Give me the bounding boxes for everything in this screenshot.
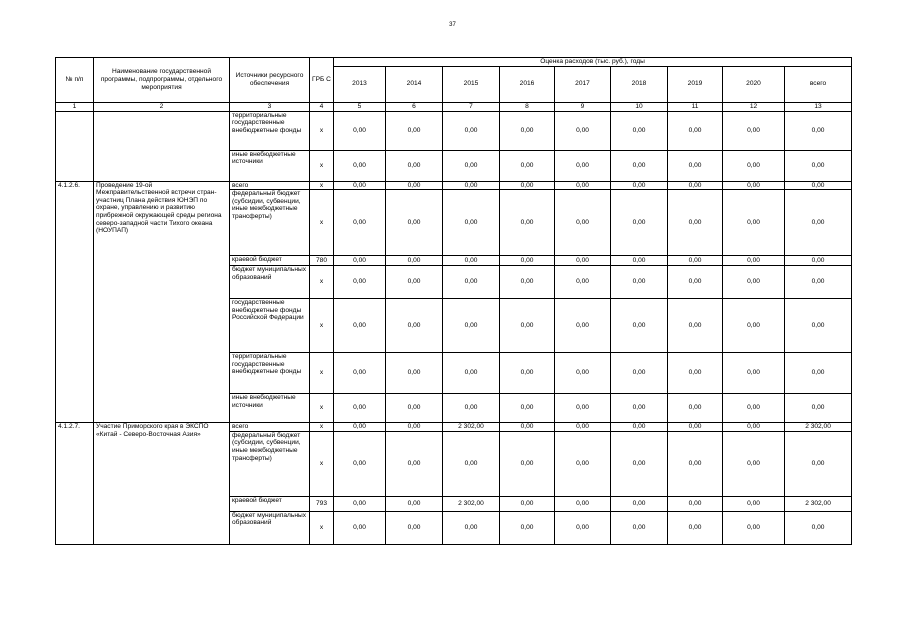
amount-cell: 0,00 [334,150,386,181]
amount-cell: 0,00 [386,299,443,353]
amount-cell: 0,00 [386,111,443,150]
table-row [56,423,852,432]
amount-cell: 0,00 [500,111,555,150]
amount-cell: 0,00 [334,181,386,190]
amount-cell: 0,00 [785,511,852,544]
column-index: 6 [386,102,443,111]
header-sources: Источники ресурсного обеспечения [230,58,310,103]
header-year: 2013 [334,66,386,102]
funding-source: краевой бюджет [230,256,310,266]
amount-cell: 0,00 [785,150,852,181]
amount-cell: 0,00 [443,394,500,423]
amount-cell: 0,00 [500,394,555,423]
grbs-code: x [310,181,334,190]
amount-cell: 0,00 [555,353,611,394]
header-year: всего [785,66,852,102]
amount-cell: 0,00 [611,394,668,423]
amount-cell: 0,00 [334,266,386,299]
grbs-code: x [310,150,334,181]
amount-cell: 0,00 [668,299,723,353]
amount-cell: 0,00 [386,190,443,256]
amount-cell: 0,00 [443,150,500,181]
amount-cell: 0,00 [723,431,785,496]
amount-cell: 0,00 [555,423,611,432]
funding-source: государственные внебюджетные фонды Российской Федерации [230,299,310,353]
item-code: 4.1.2.7. [56,423,94,545]
amount-cell: 0,00 [723,266,785,299]
amount-cell: 2 302,00 [785,423,852,432]
amount-cell: 0,00 [334,496,386,511]
amount-cell: 0,00 [611,423,668,432]
funding-source: всего [230,423,310,432]
header-year: 2014 [386,66,443,102]
amount-cell: 0,00 [386,394,443,423]
amount-cell: 0,00 [386,353,443,394]
amount-cell: 0,00 [555,496,611,511]
amount-cell: 0,00 [555,511,611,544]
amount-cell: 0,00 [555,181,611,190]
grbs-code: x [310,111,334,150]
amount-cell: 0,00 [443,256,500,266]
column-index: 11 [668,102,723,111]
item-code [56,111,94,181]
amount-cell: 0,00 [386,256,443,266]
amount-cell: 0,00 [785,353,852,394]
amount-cell: 0,00 [723,394,785,423]
amount-cell: 0,00 [668,496,723,511]
amount-cell: 0,00 [386,423,443,432]
item-name: Участие Приморского края в ЭКСПО «Китай - Северо-Восточная Азия» [94,423,230,545]
grbs-code: 793 [310,496,334,511]
funding-source: бюджет муниципальных образований [230,511,310,544]
amount-cell: 0,00 [668,394,723,423]
header-estimate: Оценка расходов (тыс. руб.), годы [334,58,852,67]
amount-cell: 0,00 [785,190,852,256]
amount-cell: 0,00 [611,496,668,511]
amount-cell: 0,00 [443,299,500,353]
column-index: 5 [334,102,386,111]
amount-cell: 0,00 [723,181,785,190]
amount-cell: 0,00 [785,266,852,299]
grbs-code: x [310,511,334,544]
amount-cell: 0,00 [611,299,668,353]
amount-cell: 0,00 [386,511,443,544]
funding-source: иные внебюджетные источники [230,150,310,181]
amount-cell: 0,00 [500,190,555,256]
item-name [94,111,230,181]
amount-cell: 0,00 [723,511,785,544]
header-year: 2017 [555,66,611,102]
amount-cell: 0,00 [443,511,500,544]
amount-cell: 0,00 [785,299,852,353]
amount-cell: 0,00 [443,190,500,256]
grbs-code: x [310,423,334,432]
amount-cell: 0,00 [500,431,555,496]
amount-cell: 2 302,00 [443,423,500,432]
amount-cell: 0,00 [785,256,852,266]
amount-cell: 0,00 [611,256,668,266]
amount-cell: 0,00 [500,423,555,432]
budget-table [55,57,852,545]
column-index: 10 [611,102,668,111]
amount-cell: 0,00 [611,150,668,181]
amount-cell: 0,00 [555,150,611,181]
header-grbs: ГРБ С [310,58,334,103]
amount-cell: 0,00 [668,423,723,432]
amount-cell: 0,00 [334,431,386,496]
funding-source: федеральный бюджет (субсидии, субвенции, иные межбюджетные трансферты) [230,190,310,256]
column-index: 7 [443,102,500,111]
amount-cell: 0,00 [723,496,785,511]
header-year: 2018 [611,66,668,102]
column-index: 2 [94,102,230,111]
amount-cell: 0,00 [555,256,611,266]
amount-cell: 0,00 [386,150,443,181]
amount-cell: 0,00 [723,353,785,394]
amount-cell: 0,00 [443,266,500,299]
header-name: Наименование государственной программы, подпрограммы, отдельного мероприятия [94,58,230,103]
amount-cell: 0,00 [386,266,443,299]
amount-cell: 0,00 [334,111,386,150]
amount-cell: 0,00 [785,431,852,496]
funding-source: территориальные государственные внебюджетные фонды [230,111,310,150]
amount-cell: 0,00 [443,353,500,394]
header-year: 2015 [443,66,500,102]
column-index: 1 [56,102,94,111]
amount-cell: 0,00 [611,181,668,190]
amount-cell: 0,00 [785,181,852,190]
amount-cell: 0,00 [500,256,555,266]
item-code: 4.1.2.6. [56,181,94,423]
funding-source: всего [230,181,310,190]
amount-cell: 0,00 [723,423,785,432]
amount-cell: 0,00 [500,511,555,544]
amount-cell: 0,00 [555,190,611,256]
header-year: 2019 [668,66,723,102]
funding-source: иные внебюджетные источники [230,394,310,423]
amount-cell: 0,00 [611,111,668,150]
funding-source: бюджет муниципальных образований [230,266,310,299]
funding-source: федеральный бюджет (субсидии, субвенции, иные межбюджетные трансферты) [230,431,310,496]
amount-cell: 0,00 [611,511,668,544]
grbs-code: x [310,431,334,496]
column-index: 4 [310,102,334,111]
header-num: № п/п [56,58,94,103]
amount-cell: 0,00 [668,431,723,496]
amount-cell: 0,00 [386,181,443,190]
column-index: 8 [500,102,555,111]
table-row [56,111,852,150]
amount-cell: 0,00 [785,111,852,150]
page-number: 37 [449,22,456,28]
grbs-code: x [310,190,334,256]
amount-cell: 0,00 [668,181,723,190]
table-row [56,181,852,190]
amount-cell: 0,00 [611,266,668,299]
header-year: 2016 [500,66,555,102]
amount-cell: 0,00 [334,353,386,394]
amount-cell: 0,00 [334,423,386,432]
amount-cell: 0,00 [443,181,500,190]
amount-cell: 0,00 [611,431,668,496]
amount-cell: 0,00 [443,111,500,150]
grbs-code: x [310,353,334,394]
grbs-code: x [310,266,334,299]
amount-cell: 0,00 [555,431,611,496]
amount-cell: 0,00 [334,299,386,353]
column-index: 13 [785,102,852,111]
funding-source: территориальные государственные внебюджетные фонды [230,353,310,394]
amount-cell: 2 302,00 [785,496,852,511]
amount-cell: 0,00 [668,190,723,256]
header-year: 2020 [723,66,785,102]
amount-cell: 0,00 [668,150,723,181]
amount-cell: 0,00 [785,394,852,423]
amount-cell: 0,00 [668,511,723,544]
amount-cell: 0,00 [668,266,723,299]
item-name: Проведение 19-ой Межправительственной встречи стран-участниц Плана действия ЮНЭП по охране, управлению и развитию прибрежной окружающей среды региона северо-западной части Тихого океана (НОУПАП) [94,181,230,423]
amount-cell: 0,00 [668,256,723,266]
amount-cell: 0,00 [723,190,785,256]
amount-cell: 0,00 [555,394,611,423]
amount-cell: 0,00 [386,431,443,496]
grbs-code: x [310,394,334,423]
amount-cell: 0,00 [668,353,723,394]
amount-cell: 0,00 [500,181,555,190]
amount-cell: 0,00 [334,190,386,256]
amount-cell: 0,00 [386,496,443,511]
amount-cell: 0,00 [555,266,611,299]
amount-cell: 0,00 [723,299,785,353]
amount-cell: 0,00 [500,353,555,394]
amount-cell: 0,00 [555,299,611,353]
amount-cell: 0,00 [723,256,785,266]
column-index: 12 [723,102,785,111]
grbs-code: x [310,299,334,353]
amount-cell: 0,00 [500,496,555,511]
amount-cell: 0,00 [500,266,555,299]
grbs-code: 780 [310,256,334,266]
amount-cell: 0,00 [668,111,723,150]
amount-cell: 0,00 [723,150,785,181]
amount-cell: 2 302,00 [443,496,500,511]
amount-cell: 0,00 [334,511,386,544]
amount-cell: 0,00 [555,111,611,150]
amount-cell: 0,00 [500,150,555,181]
amount-cell: 0,00 [334,394,386,423]
amount-cell: 0,00 [443,431,500,496]
amount-cell: 0,00 [334,256,386,266]
amount-cell: 0,00 [611,190,668,256]
column-index: 9 [555,102,611,111]
funding-source: краевой бюджет [230,496,310,511]
column-index: 3 [230,102,310,111]
amount-cell: 0,00 [723,111,785,150]
amount-cell: 0,00 [611,353,668,394]
amount-cell: 0,00 [500,299,555,353]
